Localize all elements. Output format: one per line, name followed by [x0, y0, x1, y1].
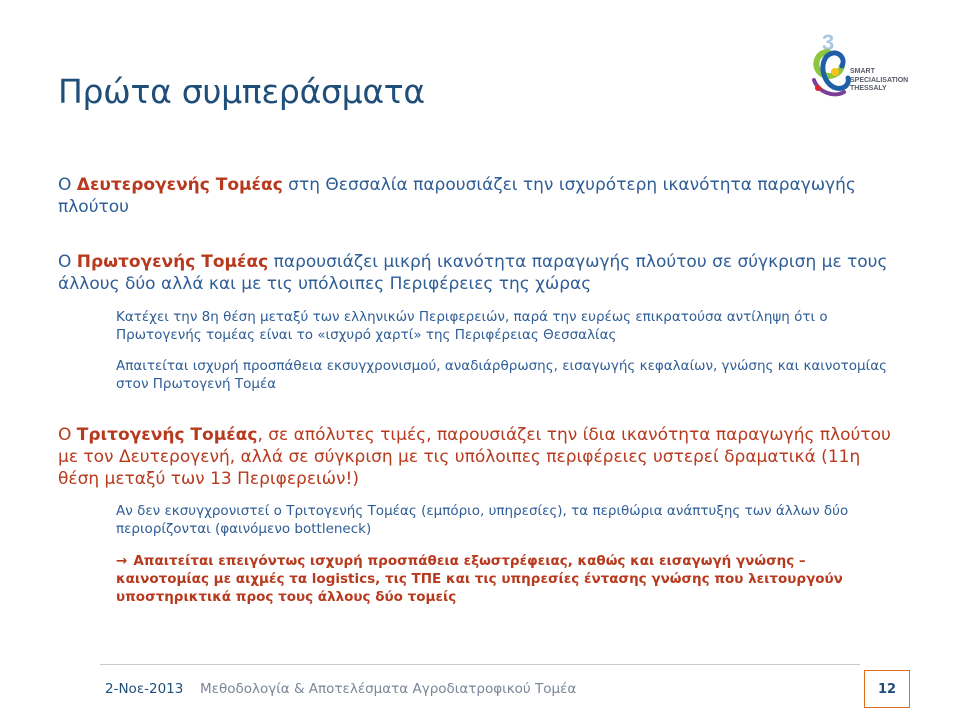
- sub-bullet-ranking: Κατέχει την 8η θέση μεταξύ των ελληνικών Περιφερειών, παρά την ευρέως επικρατούσα αντίληψη ότι ο Πρωτογενής τομέας είναι το «ισχυρό χαρτί» της Περιφέρειας Θεσσαλίας: [116, 309, 828, 343]
- p1-pre: Ο: [58, 175, 77, 195]
- p2-post: παρουσιάζει μικρή ικανότητα παραγωγής πλούτου σε σύγκριση με τους άλλους δύο αλλά και με τις υπόλοιπες Περιφέρειες της χώρας: [58, 252, 888, 294]
- p3-post: , σε απόλυτες τιμές, παρουσιάζει την ίδια ικανότητα παραγωγής πλούτου με τον Δευτερογενή, αλλά σε σύγκριση με τις υπόλοιπες περιφέρειες υστερεί δραματικά (11η θέση μεταξύ των 13 Περιφερειών!): [58, 425, 891, 489]
- logo-text: [850, 68, 908, 94]
- p3-highlight: Τριτογενής Τομέας: [76, 425, 258, 445]
- logo-text-line3: THESSALY: [850, 85, 887, 92]
- arrow-icon: →: [116, 553, 128, 569]
- paragraph-secondary-sector: [58, 174, 898, 218]
- p2-highlight: Πρωτογενής Τομέας: [76, 252, 269, 272]
- action-text: Απαιτείται επειγόντως ισχυρή προσπάθεια εξωστρέφειας, καθώς και εισαγωγή γνώσης – καινοτομίας με αιχμές τα logistics, τις ΤΠΕ και τις υπηρεσίες έντασης γνώσης που λειτουργούν υποστηρικτικά προς τους άλλους δύο τομείς: [116, 553, 843, 605]
- footer-title: Μεθοδολογία & Αποτελέσματα Αγροδιατροφικού Τομέα: [200, 681, 577, 697]
- p3-pre: Ο: [58, 425, 77, 445]
- p1-post: στη Θεσσαλία παρουσιάζει την ισχυρότερη ικανότητα παραγωγής πλούτου: [58, 175, 856, 217]
- page-number: 12: [877, 682, 897, 697]
- logo-text-line2: SPECIALISATION: [850, 76, 909, 84]
- p1-highlight: Δευτερογενής Τομέας: [76, 175, 283, 195]
- page-number-box: [864, 670, 910, 708]
- logo-text-line1: SMART: [850, 68, 875, 75]
- logo-dot-yellow: [831, 68, 839, 76]
- logo-number: 3: [822, 30, 835, 55]
- footer-divider: [100, 664, 860, 665]
- sub-bullet-bottleneck: Αν δεν εκσυγχρονιστεί ο Τριτογενής Τομέας (εμπόριο, υπηρεσίες), τα περιθώρια ανάπτυξης των άλλων δύο περιορίζονται (φαινόμενο bottleneck): [116, 503, 849, 537]
- sub-bullet-action: [116, 552, 896, 606]
- p2-pre: Ο: [58, 252, 77, 272]
- logo-dot-red: [815, 85, 821, 91]
- footer-date: 2-Νοε-2013: [105, 681, 184, 697]
- sub-bullet-modernisation: Απαιτείται ισχυρή προσπάθεια εκσυγχρονισμού, αναδιάρθρωσης, εισαγωγής κεφαλαίων, γνώσης και καινοτομίας στον Πρωτογενή Τομέα: [116, 358, 888, 392]
- slide-title: Πρώτα συμπεράσματα: [58, 72, 425, 111]
- paragraph-primary-sector: [58, 251, 898, 295]
- paragraph-tertiary-sector: [58, 424, 898, 490]
